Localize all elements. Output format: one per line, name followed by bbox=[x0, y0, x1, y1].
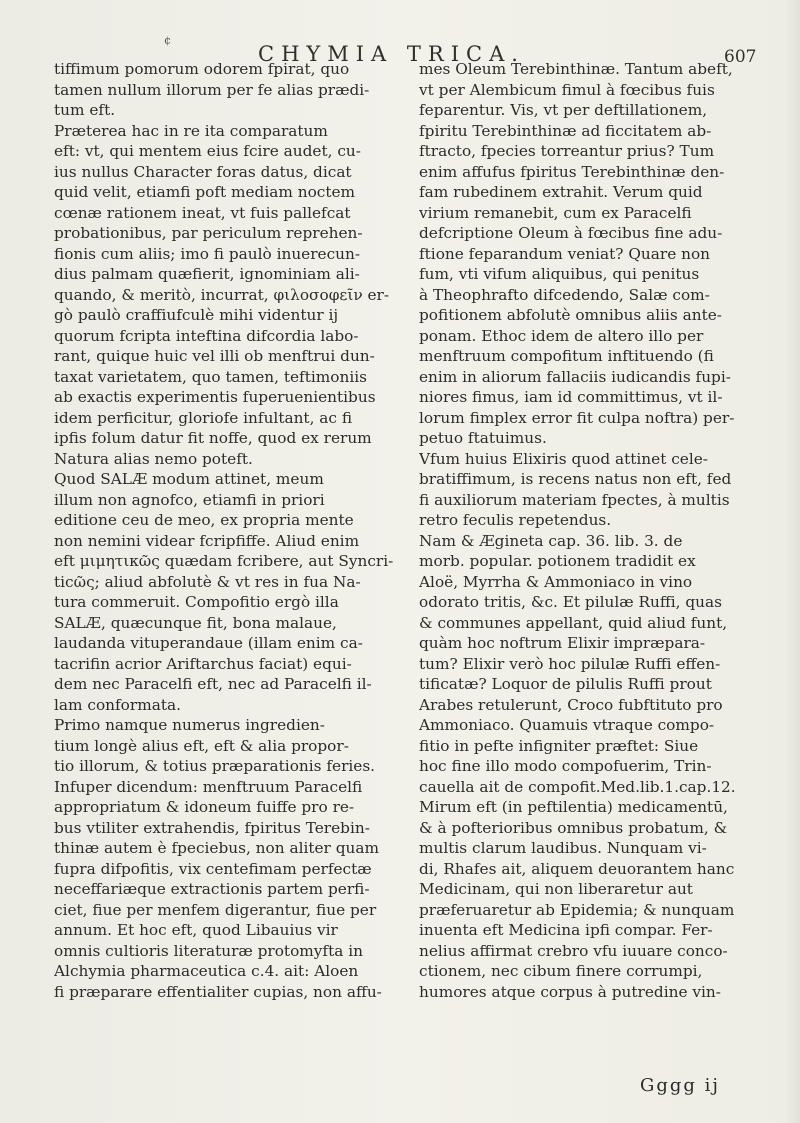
right-column-line: retro feculis repetendus. bbox=[419, 511, 612, 529]
left-column-line: omnis cultioris literaturæ protomyfta in bbox=[54, 941, 363, 960]
left-column-line: ius nullus Character foras datus, dicat bbox=[54, 162, 352, 181]
left-column-line: quorum fcripta inteftina difcordia labo- bbox=[54, 326, 359, 345]
left-column-line: eft: vt, qui mentem eius fcire audet, cu- bbox=[54, 142, 361, 160]
signature-mark: Gggg ij bbox=[640, 1075, 721, 1096]
left-column-line: quando, & meritò, incurrat, φιλοσοφεῖν er- bbox=[54, 285, 390, 304]
left-column-line: Primo namque numerus ingredien- bbox=[54, 716, 325, 734]
right-column-line: fpiritu Terebinthinæ ad ficcitatem ab- bbox=[419, 121, 712, 140]
left-column-line: tamen nullum illorum per fe alias prædi- bbox=[54, 80, 370, 99]
left-column-line: editione ceu de meo, ex propria mente bbox=[54, 511, 354, 529]
left-column-line: appropriatum & idoneum fuiffe pro re- bbox=[54, 798, 355, 816]
right-column-line: quàm hoc noftrum Elixir impræpara- bbox=[419, 634, 706, 652]
left-column-line: illum non agnofco, etiamfi in priori bbox=[54, 490, 325, 509]
right-column-line: niores fimus, iam id committimus, vt il- bbox=[419, 388, 723, 406]
left-column-line: cœnæ rationem ineat, vt fuis pallefcat bbox=[54, 203, 351, 222]
right-column-line: inuenta eft Medicina ipfi compar. Fer- bbox=[419, 921, 713, 939]
right-column-line: defcriptione Oleum à fœcibus fine adu- bbox=[419, 224, 723, 242]
left-column-line: Quod SALÆ modum attinet, meum bbox=[54, 470, 324, 488]
right-column bbox=[419, 59, 769, 1002]
right-column-line: Nam & Ægineta cap. 36. lib. 3. de bbox=[419, 531, 683, 550]
left-column-line: fupra difpofitis, vix centefimam perfectæ bbox=[54, 859, 372, 878]
right-column-line: à Theophrafto difcedendo, Salæ com- bbox=[419, 285, 710, 304]
left-column-line: eft μιμητικῶς quædam fcribere, aut Syncri- bbox=[54, 552, 394, 570]
left-column-line: tura commeruit. Compofitio ergò illa bbox=[54, 593, 339, 611]
left-column-line: gò paulò craffiufculè mihi videntur ij bbox=[54, 306, 339, 324]
right-column-line: fitio in pefte infigniter præftet: Siue bbox=[419, 736, 699, 755]
right-column-line: Arabes retulerunt, Croco fubftituto pro bbox=[419, 695, 723, 714]
right-column-line: bratiffimum, is recens natus non eft, fed bbox=[419, 470, 732, 488]
right-column-line: Ammoniaco. Quamuis vtraque compo- bbox=[419, 716, 715, 734]
right-column-line: pofitionem abfolutè omnibus aliis ante- bbox=[419, 306, 722, 324]
right-column-line: fi auxiliorum materiam fpectes, à multis bbox=[419, 490, 730, 509]
right-column-line: Vfum huius Elixiris quod attinet cele- bbox=[419, 449, 708, 468]
right-column-line: ftracto, fpecies torreantur prius? Tum bbox=[419, 142, 715, 160]
left-column-line: Natura alias nemo poteft. bbox=[54, 449, 253, 468]
right-column-line: humores atque corpus à putredine vin- bbox=[419, 982, 721, 1001]
right-column-line: multis clarum laudibus. Nunquam vi- bbox=[419, 839, 707, 857]
left-column-line: fionis cum aliis; imo fi paulò inuerecun- bbox=[54, 244, 361, 263]
ink-mark: ¢ bbox=[164, 34, 171, 47]
left-column-line: annum. Et hoc eft, quod Libauius vir bbox=[54, 921, 338, 939]
left-column-line: laudanda vituperandaue (illam enim ca- bbox=[54, 634, 363, 652]
right-column-line: cauella ait de compofit.Med.lib.1.cap.12. bbox=[419, 777, 736, 796]
right-column-line: & à pofterioribus omnibus probatum, & bbox=[419, 818, 728, 837]
left-column-line: neceffariæque extractionis partem perfi- bbox=[54, 880, 370, 898]
right-column-line: enim affufus fpiritus Terebinthinæ den- bbox=[419, 162, 725, 181]
right-column-line: enim in aliorum fallaciis iudicandis fupi- bbox=[419, 367, 731, 386]
left-column-line: dius palmam quæfierit, ignominiam ali- bbox=[54, 265, 360, 283]
right-column-line: lorum fimplex error fit culpa noftra) per- bbox=[419, 408, 735, 427]
right-column-line: Medicinam, qui non liberaretur aut bbox=[419, 880, 693, 898]
left-column-line: probationibus, par periculum reprehen- bbox=[54, 224, 363, 242]
right-column-line: menftruum compofitum inftituendo (fi bbox=[419, 347, 714, 365]
left-column-line: taxat varietatem, quo tamen, teftimoniis bbox=[54, 367, 367, 386]
right-column-line: tum? Elixir verò hoc pilulæ Ruffi effen- bbox=[419, 654, 721, 673]
left-column-line: non nemini videar fcripfiffe. Aliud enim bbox=[54, 531, 360, 550]
right-column-line: ftione feparandum veniat? Quare non bbox=[419, 244, 711, 263]
left-column-line: idem perficitur, gloriofe infultant, ac fi bbox=[54, 408, 353, 427]
left-column-line: tacrifin acrior Ariftarchus faciat) equi- bbox=[54, 654, 352, 673]
right-column-line: odorato tritis, &c. Et pilulæ Ruffi, quas bbox=[419, 593, 722, 611]
left-column-line: Præterea hac in re ita comparatum bbox=[54, 121, 328, 140]
right-column-line: ponam. Ethoc idem de altero illo per bbox=[419, 326, 704, 345]
left-column-line: quid velit, etiamfi poft mediam noctem bbox=[54, 183, 356, 201]
right-column-line: ctionem, nec cibum finere corrumpi, bbox=[419, 962, 703, 980]
page-edge-shadow bbox=[786, 0, 800, 1123]
left-column-line: tiffimum pomorum odorem fpirat, quo bbox=[54, 60, 350, 78]
right-column-line: Mirum eft (in peftilentia) medicamentū, bbox=[419, 798, 728, 816]
left-column-line: bus vtiliter extrahendis, fpiritus Terebin- bbox=[54, 818, 370, 837]
right-column-line: vt per Alembicum fimul à fœcibus fuis bbox=[419, 80, 715, 99]
right-column-line: tificatæ? Loquor de pilulis Ruffi prout bbox=[419, 675, 712, 693]
right-column-line: morb. popular. potionem tradidit ex bbox=[419, 552, 696, 570]
left-column-line: dem nec Paracelfi eft, nec ad Paracelfi il- bbox=[54, 675, 372, 693]
right-column-line: Aloë, Myrrha & Ammoniaco in vino bbox=[419, 572, 693, 591]
page-number: 607 bbox=[724, 47, 757, 67]
running-head: CHYMIA TRICA. bbox=[258, 42, 525, 66]
right-column-line: nelius affirmat crebro vfu iuuare conco- bbox=[419, 941, 728, 960]
left-column-line: Alchymia pharmaceutica c.4. ait: Aloen bbox=[54, 962, 359, 980]
right-column-line: mes Oleum Terebinthinæ. Tantum abeft, bbox=[419, 60, 733, 78]
left-column bbox=[54, 59, 404, 1002]
right-column-line: fam rubedinem extrahit. Verum quid bbox=[419, 183, 703, 201]
right-column-line: hoc fine illo modo compofuerim, Trin- bbox=[419, 757, 712, 775]
right-column-line: virium remanebit, cum ex Paracelfi bbox=[419, 203, 692, 222]
right-column-line: feparentur. Vis, vt per deftillationem, bbox=[419, 101, 708, 119]
left-column-line: rant, quique huic vel illi ob menftrui dun- bbox=[54, 347, 375, 365]
right-column-line: fum, vti vifum aliquibus, qui penitus bbox=[419, 265, 700, 283]
left-column-line: tium longè alius eft, eft & alia propor- bbox=[54, 736, 349, 755]
left-column-line: ab exactis experimentis fuperuenientibus bbox=[54, 388, 376, 406]
left-column-line: fi præparare effentialiter cupias, non affu- bbox=[54, 982, 382, 1001]
left-column-line: ticῶς; aliud abfolutè & vt res in fua Na- bbox=[54, 572, 361, 591]
left-column-line: ciet, fiue per menfem digerantur, fiue per bbox=[54, 900, 377, 919]
right-column-line: di, Rhafes ait, aliquem deuorantem hanc bbox=[419, 859, 735, 878]
left-column-line: SALÆ, quæcunque fit, bona malaue, bbox=[54, 613, 337, 632]
left-column-line: Infuper dicendum: menftruum Paracelfi bbox=[54, 777, 363, 796]
left-column-line: ipfis folum datur fit noffe, quod ex rerum bbox=[54, 429, 372, 447]
left-column-line: lam conformata. bbox=[54, 695, 181, 714]
left-column-line: thinæ autem è fpeciebus, non aliter quam bbox=[54, 839, 379, 857]
right-column-line: petuo ftatuimus. bbox=[419, 429, 547, 447]
right-column-line: & communes appellant, quid aliud funt, bbox=[419, 613, 728, 632]
left-column-line: tum eft. bbox=[54, 101, 116, 119]
left-column-line: tio illorum, & totius præparationis feries. bbox=[54, 757, 376, 775]
right-column-line: præferuaretur ab Epidemia; & nunquam bbox=[419, 900, 735, 919]
